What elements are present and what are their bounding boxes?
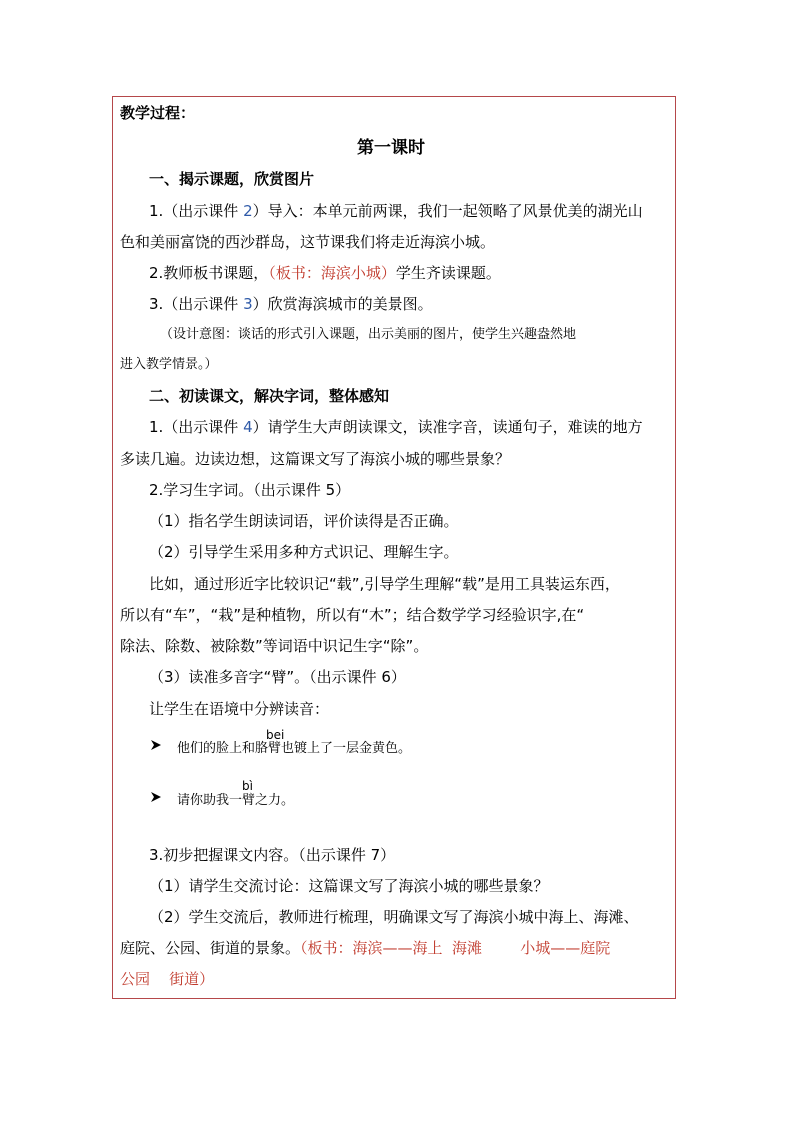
sec1-item2-text-b: 学生齐读课题。 (395, 264, 501, 282)
board-note-a: （板书：海滨——海上 海滩 小城——庭院 (300, 939, 611, 957)
example-line-b: 所以有“车”，“栽”是种植物，所以有“木”；结合数学学习经验识字,在“ (120, 606, 585, 624)
sec2-item3-1: （1）请学生交流讨论：这篇课文写了海滨小城的哪些景象？ (149, 877, 549, 895)
polyphone-char (242, 779, 256, 810)
sec1-item1-cont: 色和美丽富饶的西沙群岛，这节课我们将走近海滨小城。 (120, 233, 496, 251)
courseware-number: 6 (381, 668, 391, 686)
sec2-item2-text-b: ） (335, 481, 351, 499)
example-line-c: 除法、除数、被除数”等词语中识记生字“除”。 (120, 637, 429, 655)
polyphone-char-text: 臂 (242, 793, 256, 808)
board-note: （板书：海滨小城） (268, 264, 396, 282)
design-intent-b: 进入教学情景。） (120, 357, 218, 372)
sec1-item3 (149, 295, 433, 313)
process-heading: 教学过程： (120, 104, 196, 122)
sentence-2-pre: 请你助我一 (177, 793, 243, 808)
sec2-item2-1: （1）指名学生朗读词语，评价读得是否正确。 (149, 512, 459, 530)
courseware-number: 3 (243, 295, 253, 313)
sentence-1-post: 也镀上了一层金黄色。 (281, 741, 412, 756)
design-intent-a: （设计意图：谈话的形式引入课题，出示美丽的图片，使学生兴趣盎然地 (160, 327, 577, 342)
sec1-item3-text-b: ）欣赏海滨城市的美景图。 (252, 295, 433, 313)
sec2-item1 (149, 418, 643, 436)
polyphone-char (266, 728, 285, 758)
example-line-a: 比如，通过形近字比较识记“载”,引导学生理解“载”是用工具装运东西， (149, 575, 620, 593)
sec1-item2-text-a: 2.教师板书课题， (149, 264, 269, 282)
section-1-title: 一、揭示课题，欣赏图片 (149, 170, 315, 188)
sec2-item2-text-a: 2.学习生字词。（出示课件 (149, 481, 326, 499)
pinyin-annotation: bì (242, 779, 253, 793)
sec2-item2 (149, 481, 350, 499)
pinyin-annotation: bei (266, 728, 285, 742)
sec1-item1 (149, 202, 643, 220)
arrow-bullet-icon (150, 739, 162, 756)
sec2-item1-text-a: 1.（出示课件 (149, 418, 244, 436)
sec2-item2-3 (149, 668, 406, 686)
sec1-item2 (149, 264, 501, 282)
courseware-number: 7 (370, 846, 381, 864)
sec2-item1-text-b: ）请学生大声朗读课文，读准字音，读通句子，难读的地方 (252, 418, 643, 436)
example-sentence-1 (177, 728, 412, 758)
sec1-item1-text-b: ）导入：本单元前两课，我们一起领略了风景优美的湖光山 (252, 202, 643, 220)
sec2-item2-3-text-a: （3）读准多音字“臂”。（出示课件 (149, 668, 382, 686)
arrow-bullet-icon (150, 791, 162, 808)
sec1-item1-text-a: 1.（出示课件 (149, 202, 244, 220)
sec2-item3-2a: （2）学生交流后，教师进行梳理，明确课文写了海滨小城中海上、海滩、 (149, 908, 639, 926)
sec2-item3-text-a: 3.初步把握课文内容。（出示课件 (149, 846, 371, 864)
sentence-1-pre: 他们的脸上和胳 (177, 741, 269, 756)
sec2-item3-2b-text: 庭院、公园、街道的景象。 (120, 939, 301, 957)
example-sentence-2 (177, 779, 295, 810)
courseware-number: 4 (243, 418, 253, 436)
sec2-item3-text-b: ） (380, 846, 396, 864)
sec2-item3-2b (120, 939, 610, 957)
sec2-item2-2: （2）引导学生采用多种方式识记、理解生字。 (149, 543, 459, 561)
board-note-b: 公园 街道） (120, 970, 215, 988)
sentence-2-post: 之力。 (255, 793, 295, 808)
lesson-title: 第一课时 (357, 138, 425, 158)
sec2-item2-3-text-b: ） (390, 668, 406, 686)
courseware-number: 2 (243, 202, 253, 220)
courseware-number: 5 (325, 481, 336, 499)
context-intro: 让学生在语境中分辨读音： (149, 700, 330, 718)
section-2-title: 二、初读课文，解决字词，整体感知 (149, 387, 390, 405)
sec2-item3 (149, 846, 395, 864)
sec1-item3-text-a: 3.（出示课件 (149, 295, 244, 313)
polyphone-char-text: 臂 (268, 741, 282, 756)
sec2-item1-cont: 多读几遍。边读边想，这篇课文写了海滨小城的哪些景象？ (120, 450, 511, 468)
